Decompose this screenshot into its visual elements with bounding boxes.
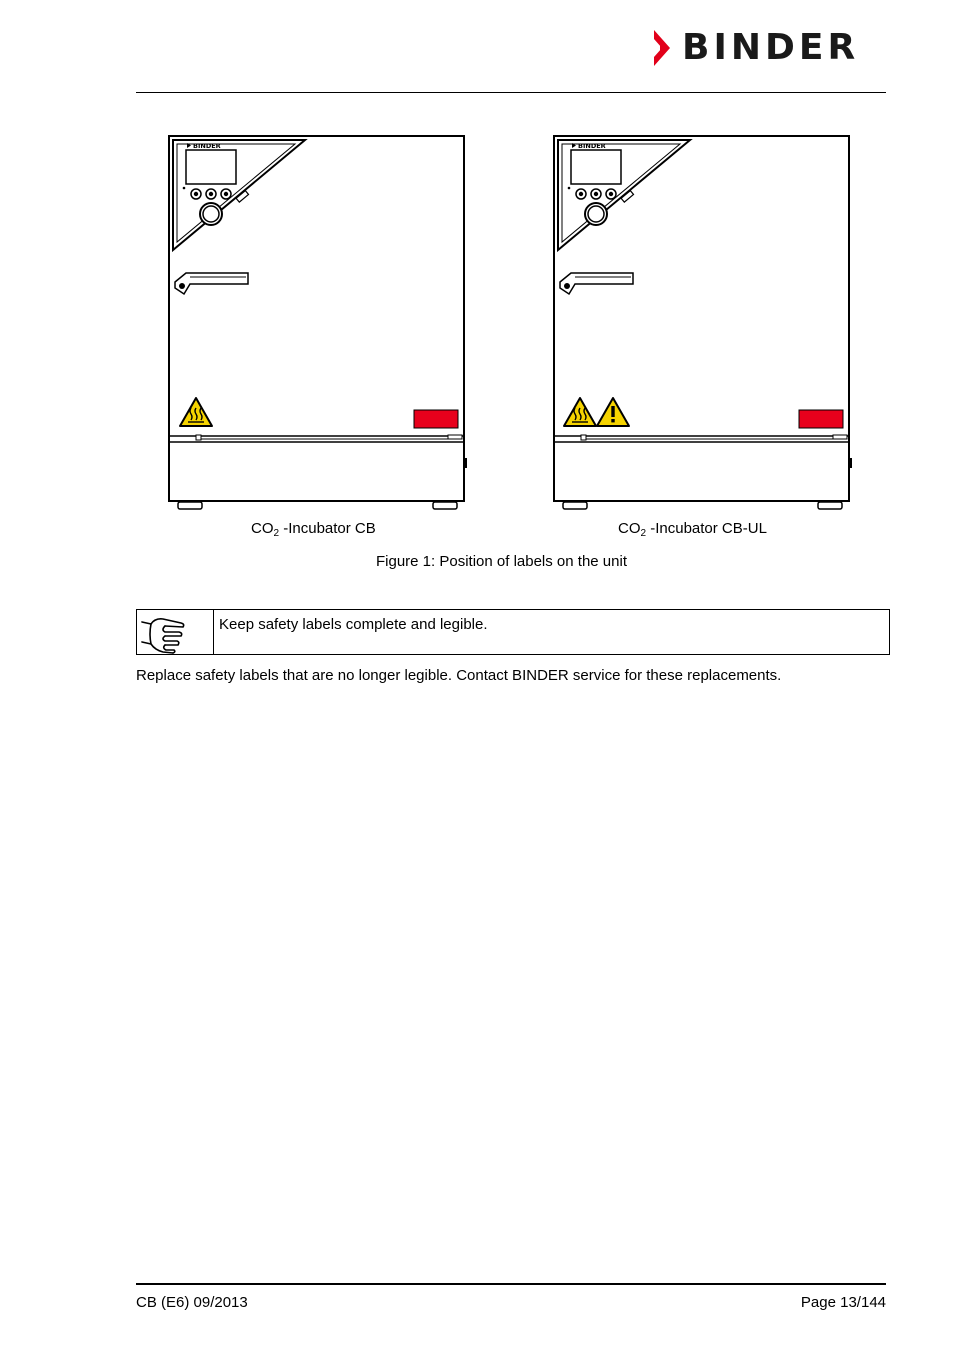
binder-logo-text: BINDER [682,27,860,68]
panel-logo-right: BINDER [578,142,606,150]
caption-incubator-cb [251,520,376,538]
caption-prefix: CO [251,520,274,537]
pointing-hand-icon [137,610,214,654]
panel-logo-left: BINDER [193,142,221,150]
caption-subscript: 2 [640,528,647,539]
header-rule [136,92,886,93]
caption-prefix: CO [618,520,641,537]
caption-suffix: -Incubator CB-UL [646,520,767,537]
caption-subscript: 2 [273,528,280,539]
note-box [136,609,890,655]
caption-suffix: -Incubator CB [279,520,376,537]
footer-document-id: CB (E6) 09/2013 [136,1294,248,1311]
incubator-figure [160,130,860,515]
incubator-cb-drawing [169,136,467,509]
figure-title: Figure 1: Position of labels on the unit [376,553,627,570]
body-paragraph: Replace safety labels that are no longer legible. Contact BINDER service for these replacements. [136,667,782,684]
binder-logo [654,27,886,68]
binder-logo-mark-icon [654,30,680,66]
footer-rule [136,1283,886,1285]
note-text: Keep safety labels complete and legible. [219,616,488,633]
incubator-cb-ul-drawing [554,136,852,509]
caption-incubator-cb-ul [618,520,767,538]
footer-page-number: Page 13/144 [800,1294,886,1311]
